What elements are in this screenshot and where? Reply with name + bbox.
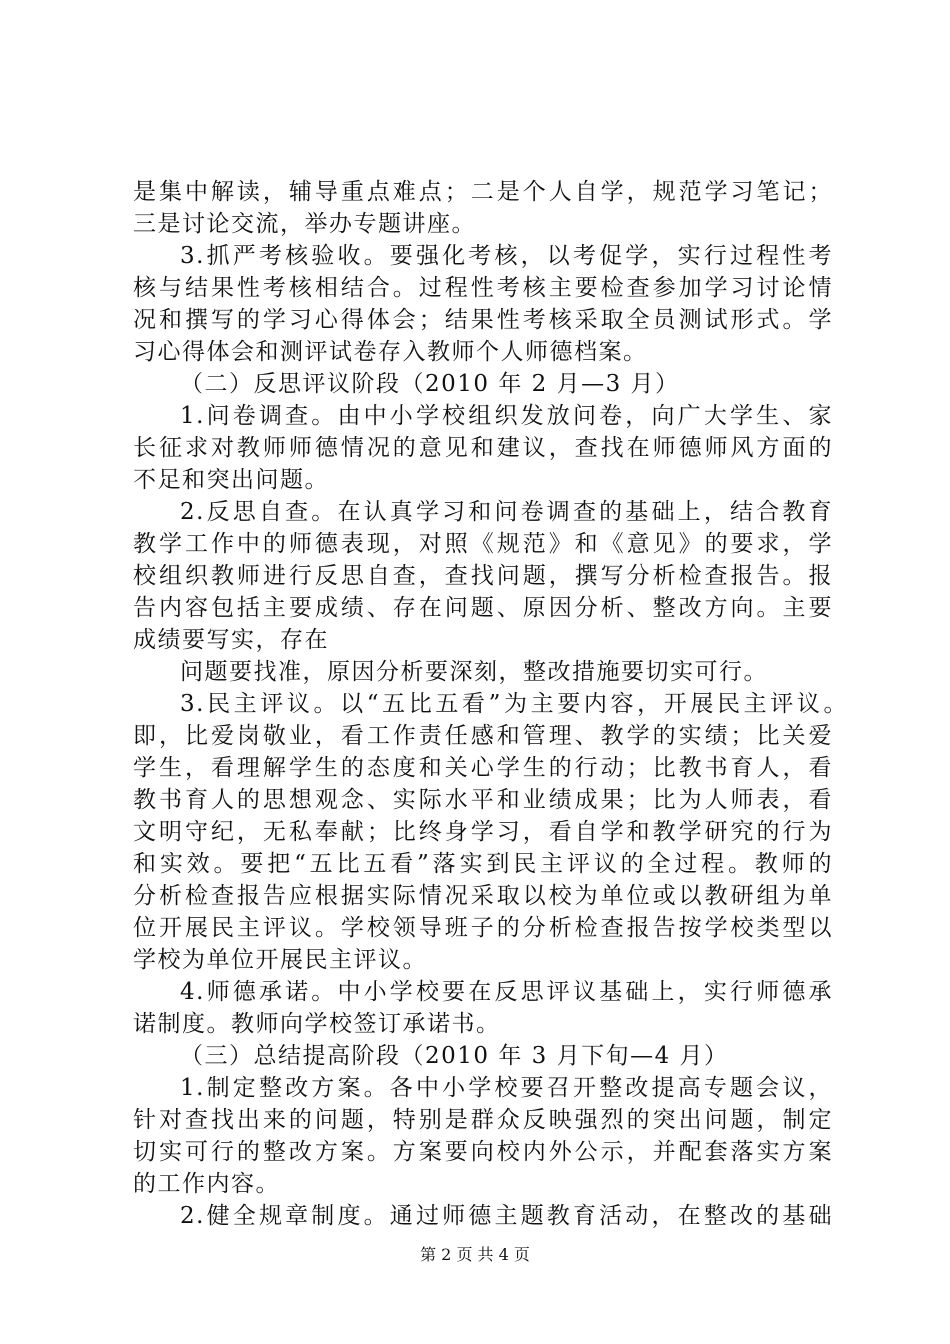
text-line: 分析检查报告应根据实际情况采取以校为单位或以教研组为单 — [133, 883, 833, 909]
text-line: 是集中解读，辅导重点难点；二是个人自学，规范学习笔记； — [133, 179, 833, 205]
text-line: 况和撰写的学习心得体会；结果性考核采取全员测试形式。学 — [133, 307, 833, 333]
text-line: 2.反思自查。在认真学习和问卷调查的基础上，结合教育 — [180, 499, 833, 525]
text-line: 三是讨论交流，举办专题讲座。 — [133, 211, 476, 237]
text-line: 针对查找出来的问题，特别是群众反映强烈的突出问题，制定 — [133, 1107, 833, 1133]
text-line: 核与结果性考核相结合。过程性考核主要检查参加学习讨论情 — [133, 275, 833, 301]
text-line: 和实效。要把“五比五看”落实到民主评议的全过程。教师的 — [133, 851, 833, 877]
text-line: 问题要找准，原因分析要深刻，整改措施要切实可行。 — [180, 659, 768, 685]
text-line: 的工作内容。 — [133, 1171, 280, 1197]
text-line: 学生，看理解学生的态度和关心学生的行动；比教书育人，看 — [133, 755, 833, 781]
section-heading: （二）反思评议阶段（2010 年 2 月—3 月） — [180, 371, 680, 397]
text-line: 文明守纪，无私奉献；比终身学习，看自学和教学研究的行为 — [133, 819, 833, 845]
text-line: 切实可行的整改方案。方案要向校内外公示，并配套落实方案 — [133, 1139, 833, 1165]
text-line: 位开展民主评议。学校领导班子的分析检查报告按学校类型以 — [133, 915, 833, 941]
text-line: 告内容包括主要成绩、存在问题、原因分析、整改方向。主要 — [133, 595, 833, 621]
text-line: 不足和突出问题。 — [133, 467, 329, 493]
text-line: 3.民主评议。以“五比五看”为主要内容，开展民主评议。 — [180, 691, 848, 717]
text-line: 即，比爱岗敬业，看工作责任感和管理、教学的实绩；比关爱 — [133, 723, 833, 749]
text-line: 长征求对教师师德情况的意见和建议，查找在师德师风方面的 — [133, 435, 833, 461]
text-line: 校组织教师进行反思自查，查找问题，撰写分析检查报告。报 — [133, 563, 833, 589]
text-line: 教书育人的思想观念、实际水平和业绩成果；比为人师表，看 — [133, 787, 833, 813]
text-line: 1.问卷调查。由中小学校组织发放问卷，向广大学生、家 — [180, 403, 833, 429]
text-line: 2.健全规章制度。通过师德主题教育活动，在整改的基础 — [180, 1203, 833, 1229]
page-footer: 第 2 页 共 4 页 — [420, 1245, 530, 1264]
text-line: 诺制度。教师向学校签订承诺书。 — [133, 1011, 501, 1037]
text-line: 1.制定整改方案。各中小学校要召开整改提高专题会议， — [180, 1075, 833, 1101]
text-line: 4.师德承诺。中小学校要在反思评议基础上，实行师德承 — [180, 979, 833, 1005]
text-line: 学校为单位开展民主评议。 — [133, 947, 427, 973]
section-heading: （三）总结提高阶段（2010 年 3 月下旬—4 月） — [180, 1043, 729, 1069]
text-line: 成绩要写实，存在 — [133, 627, 329, 653]
text-line: 3.抓严考核验收。要强化考核，以考促学，实行过程性考 — [180, 243, 833, 269]
text-line: 教学工作中的师德表现，对照《规范》和《意见》的要求，学 — [133, 531, 833, 557]
text-line: 习心得体会和测评试卷存入教师个人师德档案。 — [133, 339, 648, 365]
